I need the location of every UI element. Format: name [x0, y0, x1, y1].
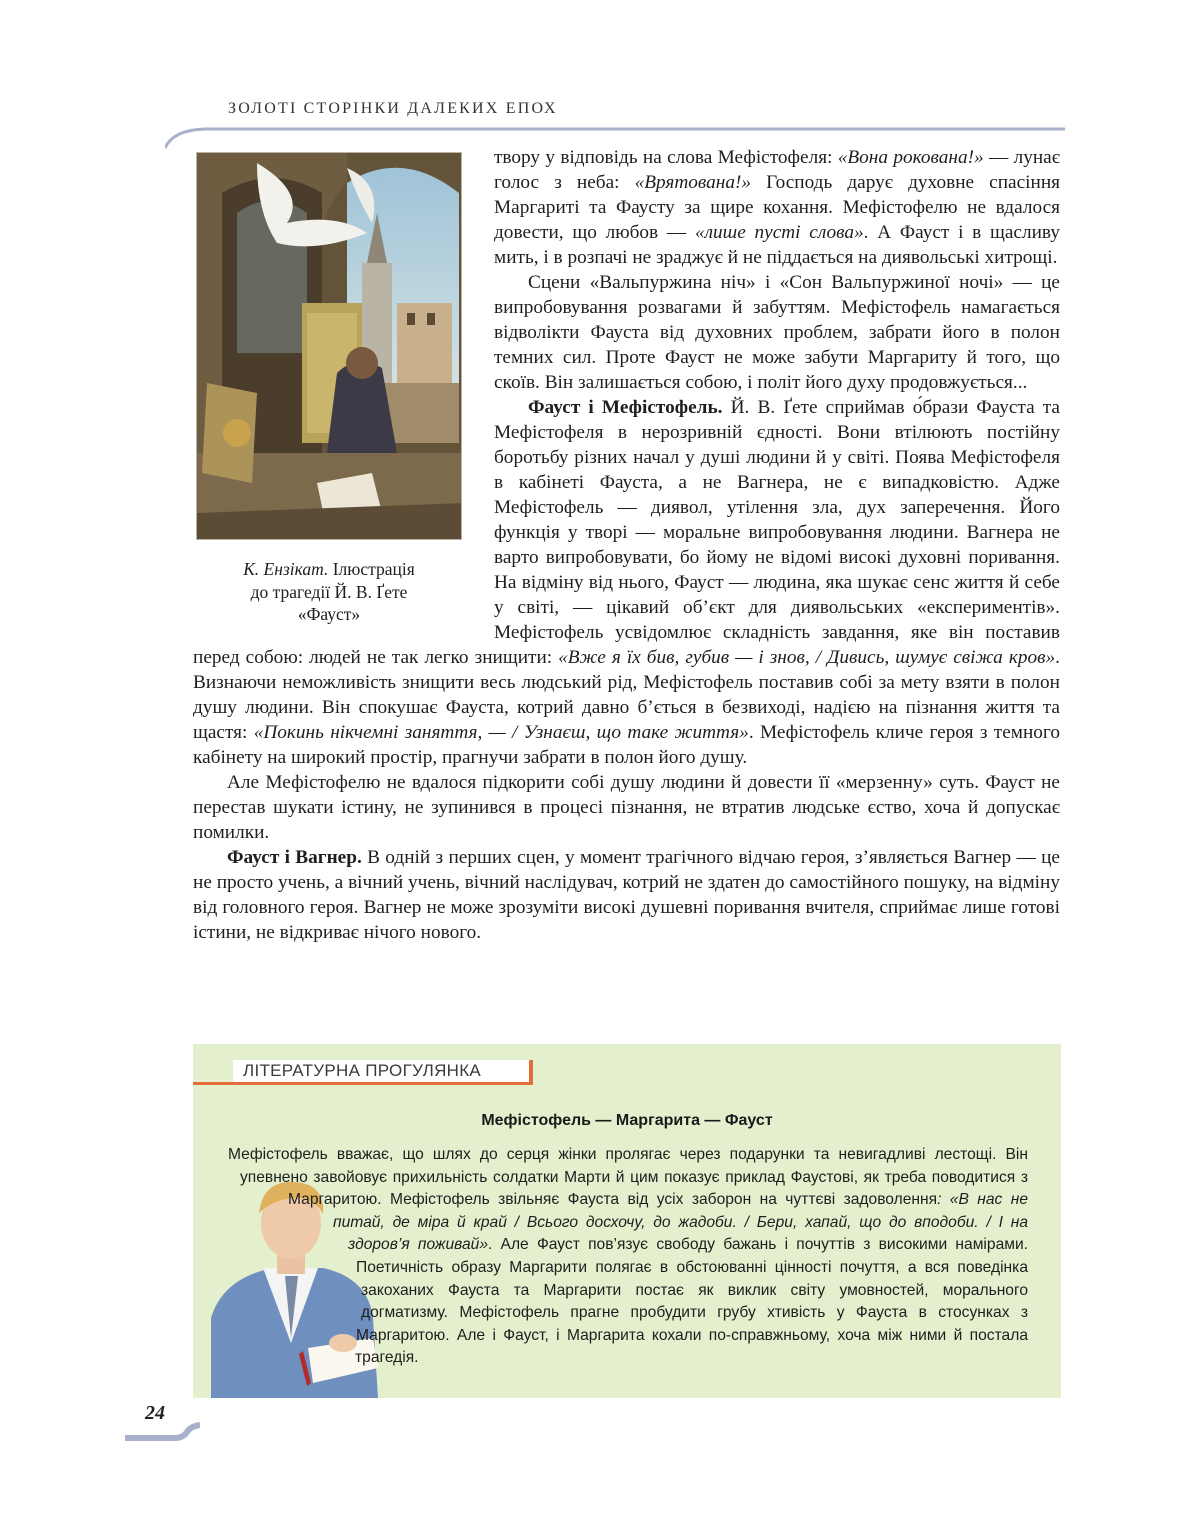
shape-spacer [228, 1211, 288, 1233]
box-tab [193, 1060, 533, 1084]
box-title: Мефістофель — Маргарита — Фауст [481, 1112, 773, 1129]
p1-text: Господь дарує духовне спасіння Маргариті та Фаусту за щире кохання. Мефістофелю не вдалося довести, що любов — [494, 172, 1061, 243]
caption-text-2: до трагедії Й. В. Ґете [250, 581, 408, 602]
box-tab-label: ЛІТЕРАТУРНА ПРОГУЛЯНКА [243, 1061, 482, 1080]
shape-spacer [228, 1321, 356, 1343]
box-text: Мефістофель вважає, що шлях до серця жінки пролягає через подарунки та невигадливі лестощі. Він упевнено завойовує прихильність солдатки Марти й цим показує приклад Фаустові, як треба поводитися з Маргаритою. Мефістофель звільняє Фауста від усіх заборон на чуттєві задоволення [228, 1146, 1028, 1209]
shape-spacer [228, 1343, 355, 1365]
p3-text: . Мефістофель кличе героя з темного кабінету на широкий простір, прагнучи забрати в полон його душу. [193, 722, 1060, 768]
box-body [228, 1144, 1028, 1409]
main-text [193, 145, 1060, 945]
caption-text-1: Ілюстрація [328, 559, 415, 579]
page-number: 24 [145, 1402, 165, 1424]
box-quote: : «В нас не питай, де міра й край / Всього досхочу, до жадоби. / Бери, хапай, що до вподоби. / І на здоров’я поживай» [333, 1191, 1028, 1254]
p1-quote: «Вона рокована!» [837, 147, 984, 168]
p3-text: . Визнаючи неможливість знищити весь людський рід, Мефістофель поставив собі за мету взяти в полон душу людини. Він спокушає Фауста, котрий давно б’ється в безвиході, надією на пізнання життя та щастя: [193, 647, 1060, 743]
p1-quote: «Врятована!» [634, 172, 752, 193]
shape-spacer [228, 1299, 361, 1321]
shape-spacer [228, 1255, 348, 1277]
box-text: . Але Фауст пов’язує свободу бажань і почуттів з високими намірами. Поетичність образу Маргарити полягає в обстоюванні цінності почуття, а вся поведінка закоханих Фауста та Маргарити постає як виклик світу умовностей, морального догматизму. Мефістофель прагне пробудити грубу хтивість у Фауста в стосунках з Маргаритою. Але і Фауст, і Маргарита кохали по-справжньому, хоча між ними й постала трагедія. [355, 1236, 1029, 1367]
p1-quote: «лише пусті слова» [694, 222, 864, 243]
section-heading: Фауст і Мефістофель. [528, 397, 723, 418]
paragraph-5 [193, 845, 1060, 945]
p3-quote: «Покинь нікчемні заняття, — / Узнаєш, що таке життя» [253, 722, 749, 743]
footer-rule [125, 1422, 200, 1444]
literary-walk-box [193, 1044, 1061, 1398]
tab-endcap [529, 1060, 533, 1085]
p1-text: . А Фауст і в щасливу мить, і в розпачі не зраджує й не піддається на диявольські хитрощі. [494, 222, 1061, 268]
paragraph-2: Сцени «Вальпуржина ніч» і «Сон Вальпуржиної ночі» — це випробовування розвагами й забуттям. Мефістофель намагається відволікти Фауста від духовних проблем, забрати його в полон темних сил. Проте Фауст не може забути Маргариту й того, що скоїв. Він залишається собою, і політ його духу продовжується... [494, 272, 1060, 393]
p5-text: В одній з перших сцен, у момент трагічного відчаю героя, з’являється Вагнер — це не просто учень, а вічний учень, вічний наслідувач, котрий не здатен до самостійного пошуку, на відміну від головного героя. Вагнер не може зрозуміти високі душевні поривання вчителя, сприймає лише готові істини, не відкриває нічого нового. [193, 847, 1060, 943]
shape-spacer [228, 1365, 355, 1387]
p3-text: Й. В. Ґете сприймав о́брази Фауста та Мефістофеля в нерозривній єдності. Вони втілюють постійну боротьбу різних начал у душі людини й у світі. Поява Мефістофеля в кабінеті Фауста, а не Вагнера, не є випадковістю. Адже Мефістофель — диявол, утілення зла, дух заперечення. Його функція у творі — моральне випробовування людини. Вагнера не варто випробовувати, бо йому не відомі високі духовні поривання. На відміну від нього, Фауст — людина, яка шукає сенс життя й себе у світі, — цікавий об’єкт для диявольських «експериментів». Мефістофель усвідомлює складність завдання, яке він поставив перед собою: людей не так легко знищити: [193, 397, 1060, 668]
shape-spacer [228, 1189, 240, 1211]
p3-quote: «Вже я їх бив, губив — і знов, / Дивись, шумує свіжа кров» [558, 647, 1056, 668]
section-heading: Фауст і Вагнер. [227, 847, 362, 868]
shape-spacer [228, 1387, 355, 1409]
tab-underline [193, 1082, 533, 1085]
caption-author: К. Ензікат. [243, 559, 329, 579]
p1-text: твору у відповідь на слова Мефістофеля: [494, 147, 838, 168]
p1-text: — лунає голос з неба: [494, 147, 1060, 193]
shape-spacer [228, 1277, 356, 1299]
caption-text-3: «Фауст» [297, 604, 361, 624]
shape-spacer [228, 1233, 333, 1255]
running-header: ЗОЛОТІ СТОРІНКИ ДАЛЕКИХ ЕПОХ [228, 100, 558, 117]
figure-spacer [193, 145, 494, 635]
paragraph-4: Але Мефістофелю не вдалося підкорити собі душу людини й довести її «мерзенну» суть. Фауст не перестав шукати істину, не зупинився в процесі пізнання, не втратив людське єство, хоча й допускає помилки. [193, 772, 1060, 843]
